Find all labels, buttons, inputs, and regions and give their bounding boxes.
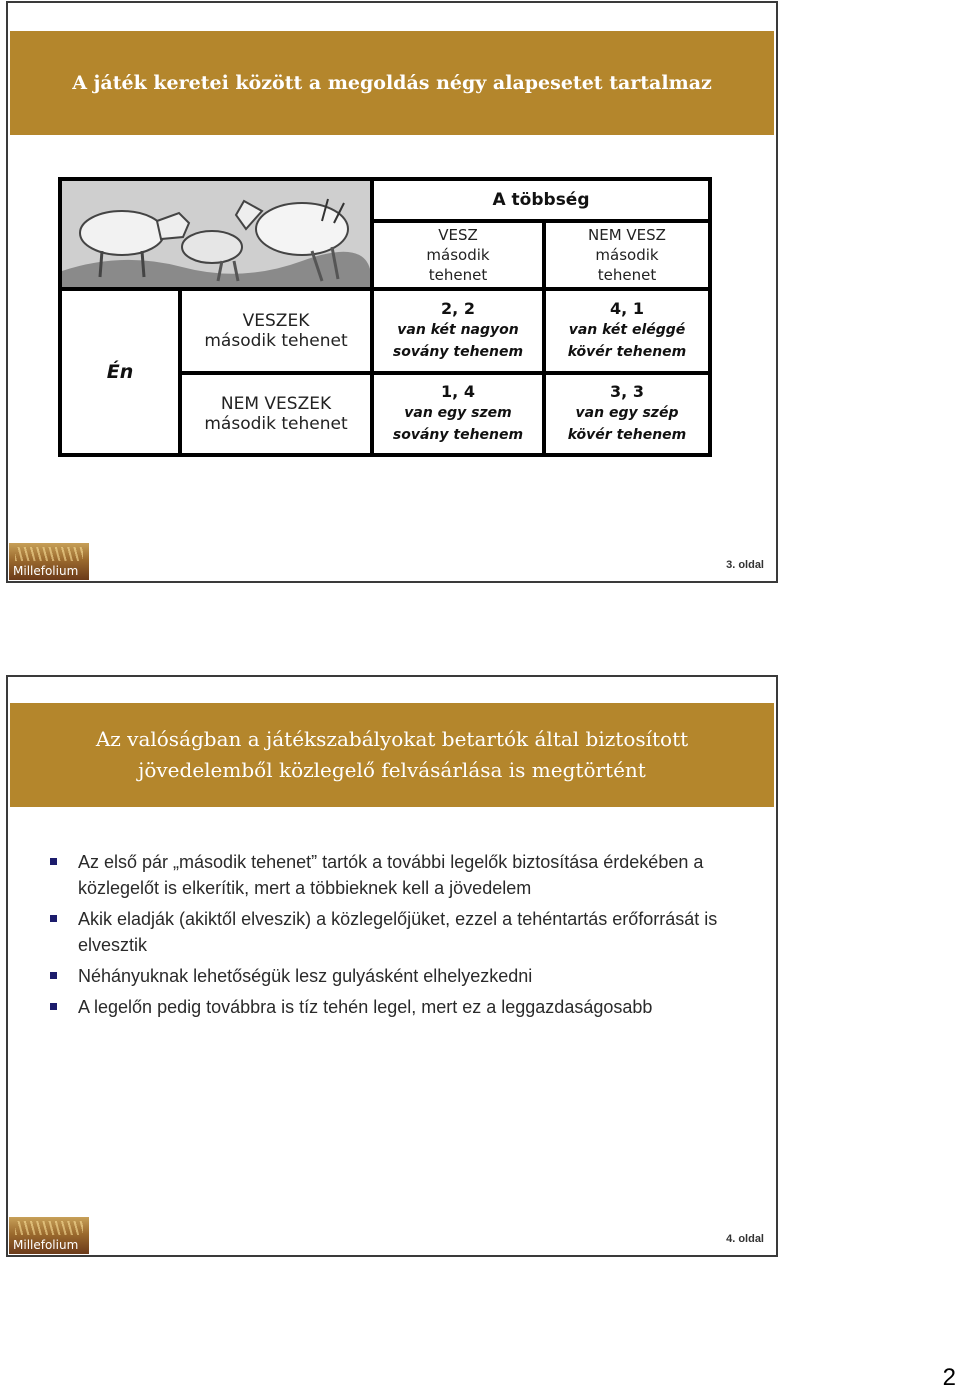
col-header-buy: VESZ második tehenet	[374, 223, 542, 287]
millefolium-logo: Millefolium	[9, 1217, 89, 1254]
row-self-label: Én	[62, 291, 178, 453]
slide-title: Az valóságban a játékszabályokat betartók által biztosított jövedelemből közlegelő felvásárlása is megtörtént	[95, 727, 689, 782]
row-header-buy: VESZEK második tehenet	[182, 291, 370, 371]
bullet-square-icon	[50, 1003, 57, 1010]
slide-3	[6, 1, 778, 583]
bullet-list	[46, 849, 746, 1025]
list-item: Az első pár „második tehenet” tartók a további legelők biztosítása érdekében a közlegelőt is elkerítik, mert a többieknek kell a jövedelem	[46, 849, 746, 901]
slide-4	[6, 675, 778, 1257]
list-item: Néhányuknak lehetőségük lesz gulyásként elhelyezkedni	[46, 963, 746, 989]
col-header-not-buy: NEM VESZ második tehenet	[546, 223, 708, 287]
payoff-cell-notbuy-notbuy: 3, 3 van egy szép kövér tehenem	[546, 375, 708, 453]
bullet-square-icon	[50, 858, 57, 865]
wheat-pattern-icon	[15, 547, 83, 561]
majority-header	[374, 181, 708, 219]
payoff-cell-buy-notbuy: 4, 1 van két eléggé kövér tehenem	[546, 291, 708, 371]
majority-title: A többség	[492, 190, 590, 210]
slide-page-label: 3. oldal	[726, 559, 764, 571]
slide-page-label: 4. oldal	[726, 1233, 764, 1245]
payoff-matrix-figure	[58, 177, 712, 457]
wheat-pattern-icon	[15, 1221, 83, 1235]
millefolium-logo: Millefolium	[9, 543, 89, 580]
slide-title-bar	[10, 31, 774, 135]
payoff-cell-buy-buy: 2, 2 van két nagyon sovány tehenem	[374, 291, 542, 371]
slide-title-bar	[10, 703, 774, 807]
document-page-number: 2	[942, 1364, 956, 1391]
cows-image	[62, 181, 370, 287]
payoff-cell-notbuy-buy: 1, 4 van egy szem sovány tehenem	[374, 375, 542, 453]
list-item: A legelőn pedig továbbra is tíz tehén legel, mert ez a leggazdaságosabb	[46, 994, 746, 1020]
bullet-square-icon	[50, 915, 57, 922]
list-item: Akik eladják (akiktől elveszik) a közlegelőjüket, ezzel a tehéntartás erőforrását is elvesztik	[46, 906, 746, 958]
slide-title: A játék keretei között a megoldás négy alapesetet tartalmaz	[72, 72, 712, 94]
row-header-not-buy: NEM VESZEK második tehenet	[182, 375, 370, 453]
bullet-square-icon	[50, 972, 57, 979]
cows-illustration	[62, 181, 370, 287]
